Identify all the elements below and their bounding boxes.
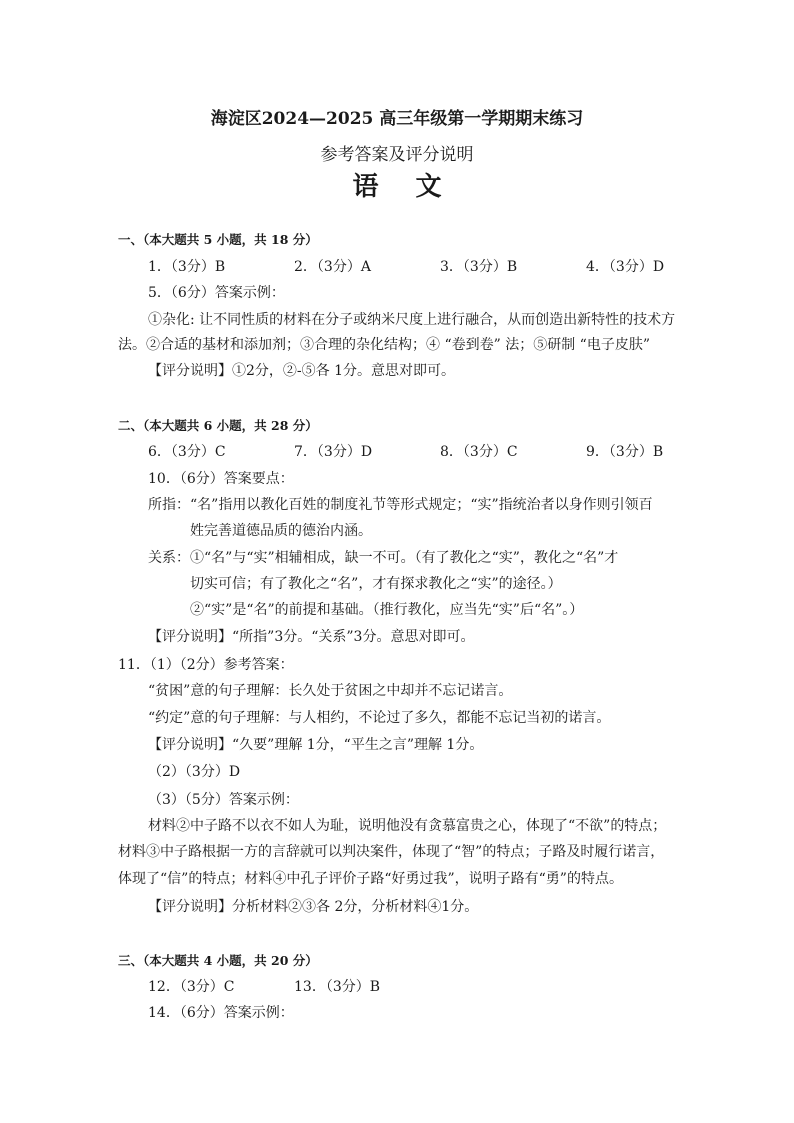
document-subtitle: 参考答案及评分说明 (320, 145, 474, 165)
question-11-line: 体现了“信”的特点；材料④中孔子评价子路“好勇过我”，说明子路有“勇”的特点。 (118, 871, 623, 887)
answer-13: 13．（3分）B (294, 979, 381, 995)
answer-7: 7．（3分）D (294, 444, 373, 460)
question-11-2: （2）（3分）D (148, 764, 241, 780)
answer-4: 4．（3分）D (586, 259, 665, 275)
question-11-line: 材料②中子路不以衣不如人为耻，说明他没有贪慕富贵之心，体现了“不欲”的特点； (148, 818, 667, 834)
question-10-line: 所指：“名”指用以教化百姓的制度礼节等形式规定；“实”指统治者以身作则引领百 (148, 497, 653, 513)
question-5-answer-line: ①杂化: 让不同性质的材料在分子或纳米尺度上进行融合，从而创造出新特性的技术方 (148, 312, 676, 328)
section-3-heading: 三、（本大题共 4 小题，共 20 分） (118, 953, 318, 968)
question-11-line: 材料③中子路根据一方的言辞就可以判决案件，体现了“智”的特点；子路及时履行诺言， (118, 844, 665, 860)
question-10-line: 关系：①“名”与“实”相辅相成，缺一不可。（有了教化之“实”，教化之“名”才 (148, 550, 619, 566)
answer-9: 9．（3分）B (586, 444, 664, 460)
answer-6: 6．（3分）C (148, 444, 226, 460)
question-10-label: 10．（6分）答案要点： (148, 471, 294, 487)
question-11-label: 11．（1）（2分）参考答案： (118, 657, 294, 673)
document-title: 海淀区2024—2025 高三年级第一学期期末练习 (210, 109, 584, 129)
question-11-line: “贫困”意的句子理解：长久处于贫困之中却并不忘记诺言。 (148, 683, 513, 699)
subject-title: 语 文 (352, 172, 456, 202)
answer-8: 8．（3分）C (440, 444, 518, 460)
question-14-label: 14．（6分）答案示例： (148, 1005, 294, 1021)
answer-3: 3．（3分）B (440, 259, 518, 275)
answer-12: 12．（3分）C (148, 979, 235, 995)
scoring-note: 【评分说明】分析材料②③各 2分，分析材料④1分。 (148, 899, 479, 915)
answer-1: 1．（3分）B (148, 259, 226, 275)
question-10-line: 姓完善道德品质的德治内涵。 (190, 523, 372, 539)
question-11-line: “约定”意的句子理解：与人相约，不论过了多久，都能不忘记当初的诺言。 (148, 710, 611, 726)
section-2-heading: 二、（本大题共 6 小题，共 28 分） (118, 418, 318, 433)
scoring-note: 【评分说明】①2分，②-⑤各 1分。意思对即可。 (148, 363, 455, 379)
question-11-3-label: （3）（5分）答案示例： (148, 792, 299, 808)
question-5-label: 5．（6分）答案示例： (148, 285, 285, 301)
scoring-note: 【评分说明】“所指”3分。“关系”3分。意思对即可。 (148, 629, 475, 645)
scoring-note: 【评分说明】“久要”理解 1分，“平生之言”理解 1分。 (148, 737, 484, 753)
section-1-heading: 一、（本大题共 5 小题，共 18 分） (118, 232, 318, 247)
answer-2: 2．（3分）A (294, 259, 371, 275)
question-10-line: ②“实”是“名”的前提和基础。（推行教化，应当先“实”后“名”。） (190, 602, 584, 618)
question-10-line: 切实可信；有了教化之“名”，才有探求教化之“实”的途径。） (190, 576, 562, 592)
question-5-answer-line: 法。②合适的基材和添加剂；③合理的杂化结构；④ “卷到卷” 法；⑤研制 “电子皮肤” (118, 337, 650, 353)
